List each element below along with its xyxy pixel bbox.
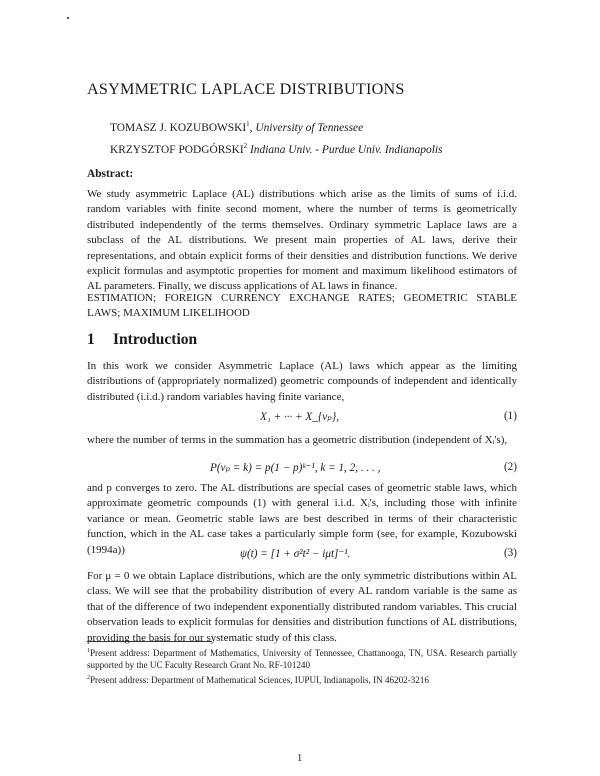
equation-expression: P(νₚ = k) = p(1 − p)ᵏ⁻¹, k = 1, 2, . . . , [210, 462, 381, 474]
footnote-divider [87, 641, 212, 642]
author-line-1: TOMASZ J. KOZUBOWSKI$^1$, University of Tennessee [110, 120, 364, 134]
author-name: TOMASZ J. KOZUBOWSKI [110, 121, 247, 134]
author-footnote-mark: 1 [246, 120, 250, 128]
intro-paragraph: For μ = 0 we obtain Laplace distributions, which are the only symmetric distributions within AL class. We will see that the probability distribution of every AL random variable is the same as that of the difference of two independent exponentially distributed random variables. This crucial observation leads to explicit formulas for densities and distribution functions of AL distributions, providing the basis for our systematic study of this class. [87, 570, 517, 644]
page-number: 1 [297, 753, 303, 764]
author-affiliation: Indiana Univ. - Purdue Univ. Indianapolis [250, 143, 443, 156]
abstract-heading: Abstract: [87, 168, 134, 180]
equation-expression: X₁ + ··· + X_{νₚ}, [260, 411, 340, 423]
author-line-2 [110, 142, 442, 156]
footnote-text: Present address: Department of Mathematics, University of Tennessee, Chattanooga, TN, USA. Research partially supported by the UC Faculty Research Grant No. RF-101240 [87, 648, 517, 671]
abstract-text: We study asymmetric Laplace (AL) distributions which arise as the limits of sums of i.i.d. random variables with finite second moment, where the number of terms is geometrically distributed independently of the terms themselves. Ordinary symmetric Laplace laws are a subclass of the AL distributions. We present main properties of AL laws, derive their representations, and obtain explicit forms of their densities and distribution functions. We derive explicit formulas and asymptotic properties for moment and maximum likelihood estimators of AL parameters. Finally, we discuss applications of AL laws in finance. [87, 188, 517, 293]
footnote-mark: 1 [87, 648, 90, 654]
footnote [87, 645, 517, 671]
intro-paragraph: and p converges to zero. The AL distributions are special cases of geometric stable laws, which approximate geometric compounds (1) with general i.i.d. Xᵢ's, including those with infinite variance or mean. Geometric stable laws are best described in terms of their characteristic function, which in the AL case takes a particularly simple form (see, for example, Kozubowski (1994a)) [87, 482, 517, 556]
footnote-text: Present address: Department of Mathematical Sciences, IUPUI, Indianapolis, IN 46202-3216 [90, 675, 429, 686]
author-affiliation: University of Tennessee [255, 121, 364, 134]
equation-number: (2) [503, 461, 517, 473]
author-footnote-mark: 2 [243, 142, 248, 150]
equation-number: (1) [503, 410, 517, 422]
intro-paragraph: where the number of terms in the summation has a geometric distribution (independent of Xᵢ's), [87, 434, 508, 446]
author-name: KRZYSZTOF PODGÓRSKI [110, 143, 244, 156]
equation-number: (3) [503, 547, 517, 559]
paper-title: ASYMMETRIC LAPLACE DISTRIBUTIONS [87, 80, 405, 98]
scan-speck [67, 17, 69, 19]
section-heading [87, 331, 197, 349]
section-number: 1 [87, 331, 95, 348]
equation-expression: ψ(t) = [1 + σ²t² − iμt]⁻¹. [240, 548, 351, 560]
keywords: ESTIMATION; FOREIGN CURRENCY EXCHANGE RATES; GEOMETRIC STABLE LAWS; MAXIMUM LIKELIHOOD [87, 292, 517, 320]
footnote-mark: 2 [87, 675, 90, 681]
section-title: Introduction [113, 331, 198, 348]
intro-paragraph: In this work we consider Asymmetric Laplace (AL) laws which appear as the limiting distributions of (appropriately normalized) geometric compounds of independent and identically distributed (i.i.d.) random variables having finite variance, [87, 360, 517, 403]
footnote [87, 672, 517, 686]
